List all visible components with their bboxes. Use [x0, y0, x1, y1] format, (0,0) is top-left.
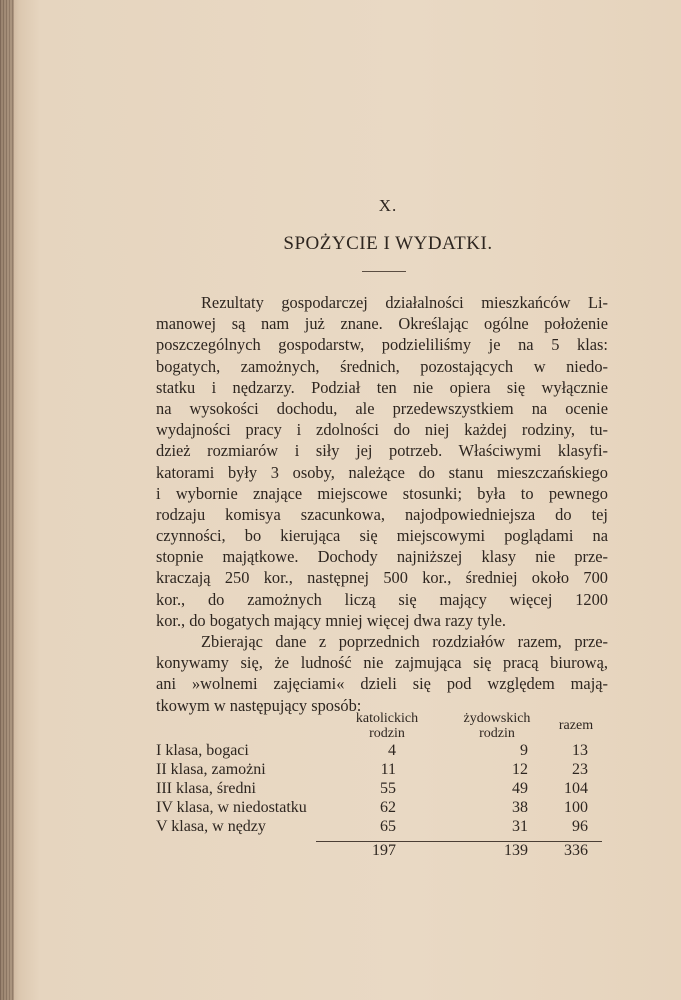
chapter-number: X. [378, 196, 398, 215]
text-line: na wysokości dochodu, ale przedewszystkiem na ocenie [156, 398, 608, 418]
table-row [156, 760, 608, 780]
text-line: manowej są nam już znane. Określając ogólne położenie [156, 314, 608, 334]
table-row [156, 779, 608, 799]
header-total: razem [558, 718, 594, 733]
text-line: ani »wolnemi zajęciami« dzieli się pod względem mają- [156, 674, 608, 694]
text-line: kraczają 250 kor., następnej 500 kor., średniej około 700 [156, 568, 608, 588]
text-line: dzież rozmiarów i siły jej potrzeb. Właściwymi klasyfi- [156, 441, 608, 461]
text-line: poszczególnych gospodarstw, podzieliliśmy je na 5 klas: [156, 335, 608, 355]
chapter-title: SPOŻYCIE I WYDATKI. [283, 233, 493, 254]
text-line: katorami były 3 osoby, należące do stanu mieszczańskiego [156, 462, 608, 482]
totals-row [156, 841, 608, 861]
row-label: V klasa, w nędzy [156, 818, 266, 835]
cell-catholic: 4 [388, 742, 396, 759]
cell-catholic: 55 [380, 780, 396, 797]
text-line: kor., do bogatych mający mniej więcej dwa razy tyle. [156, 610, 506, 630]
header-jewish: żydowskich rodzin [463, 711, 531, 741]
cell-jewish: 38 [512, 799, 528, 816]
text-line: konywamy się, że ludność nie zajmująca się pracą biurową, [156, 653, 608, 673]
table-row [156, 798, 608, 818]
cell-catholic: 65 [380, 818, 396, 835]
text-line: bogatych, zamożnych, średnich, pozostających w niedo- [156, 356, 608, 376]
cell-total: 23 [572, 761, 588, 778]
text-line: wydajności pracy i zdolności do niej każdej rodziny, tu- [156, 420, 608, 440]
total-catholic: 197 [372, 842, 396, 859]
cell-total: 104 [564, 780, 588, 797]
row-label: IV klasa, w niedostatku [156, 799, 307, 816]
total-jewish: 139 [504, 842, 528, 859]
header-catholic: katolickich rodzin [355, 711, 419, 741]
text-line: tkowym w następujący sposób: [156, 695, 362, 715]
text-line: i wybornie znające miejscowe stosunki; była to pewnego [156, 483, 608, 503]
text-line: kor., do zamożnych liczą się mający więcej 1200 [156, 589, 608, 609]
cell-jewish: 9 [520, 742, 528, 759]
cell-total: 13 [572, 742, 588, 759]
row-label: II klasa, zamożni [156, 761, 266, 778]
text-line: Zbierając dane z poprzednich rozdziałów razem, prze- [201, 632, 608, 651]
cell-jewish: 31 [512, 818, 528, 835]
cell-total: 100 [564, 799, 588, 816]
row-label: III klasa, średni [156, 780, 256, 797]
cell-catholic: 62 [380, 799, 396, 816]
title-divider [362, 271, 406, 272]
table-row [156, 817, 608, 837]
row-label: I klasa, bogaci [156, 742, 249, 759]
text-line: statku i nędzarzy. Podział ten nie opiera się wyłącznie [156, 377, 608, 397]
table-row [156, 741, 608, 761]
cell-jewish: 49 [512, 780, 528, 797]
page-edge [0, 0, 14, 1000]
text-line: czynności, bo kierująca się miejscowymi poglądami na [156, 526, 608, 546]
text-line: stopnie majątkowe. Dochody najniższej klasy nie prze- [156, 547, 608, 567]
cell-jewish: 12 [512, 761, 528, 778]
cell-total: 96 [572, 818, 588, 835]
body-text [156, 292, 608, 716]
total-overall: 336 [564, 842, 588, 859]
text-line: rodzaju komisya szacunkowa, najodpowiedniejsza do tej [156, 504, 608, 524]
cell-catholic: 11 [380, 761, 396, 778]
text-line: Rezultaty gospodarczej działalności mieszkańców Li- [201, 293, 608, 312]
